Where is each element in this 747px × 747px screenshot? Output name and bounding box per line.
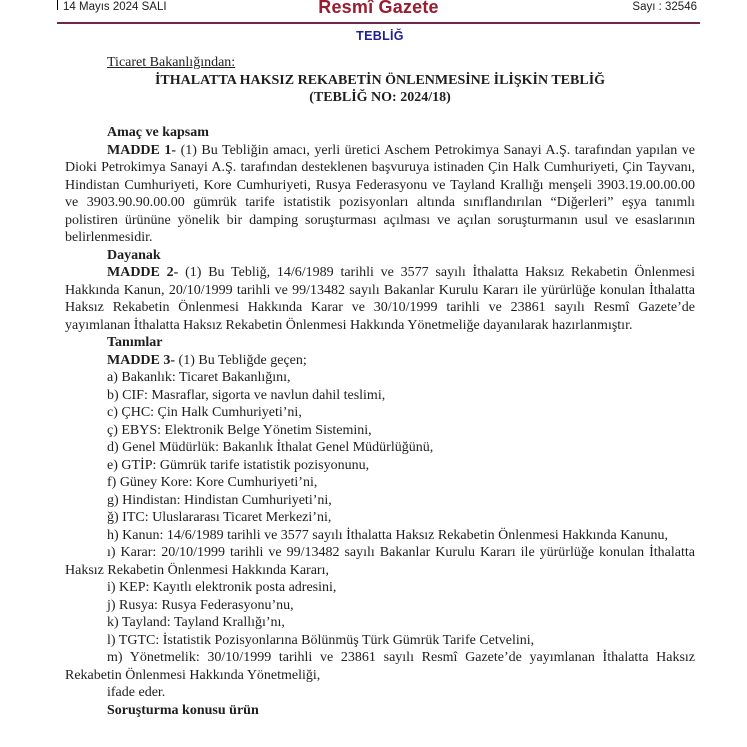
article-paragraph: l) TGTC: İstatistik Pozisyonlarına Bölünmüş Türk Gümrük Tarife Cetvelini, bbox=[107, 632, 535, 648]
article-paragraph: m) Yönetmelik: 30/10/1999 tarihli ve 23861 sayılı Resmî Gazete’de yayımlanan İthalatta Haksız Rekabetin Önlenmesi Hakkında Yönetmeliği, bbox=[65, 650, 695, 683]
article-paragraph: a) Bakanlık: Ticaret Bakanlığını, bbox=[107, 370, 291, 385]
article-paragraph: MADDE 3- (1) Bu Tebliğde geçen; bbox=[107, 352, 307, 368]
article-number: MADDE 2- bbox=[107, 265, 179, 280]
article-heading: Dayanak bbox=[107, 247, 161, 263]
article-paragraph: ç) EBYS: Elektronik Belge Yönetim Sistemini, bbox=[107, 422, 372, 438]
article-number: MADDE 1- bbox=[107, 142, 177, 158]
document-blocks bbox=[65, 124, 695, 719]
article-paragraph: i) KEP: Kayıtlı elektronik posta adresini, bbox=[107, 580, 337, 595]
issuing-authority bbox=[65, 54, 695, 72]
blank-line bbox=[65, 107, 695, 125]
issuing-authority-text: Ticaret Bakanlığından: bbox=[107, 55, 236, 70]
document-title-line2: (TEBLİĞ NO: 2024/18) bbox=[309, 90, 451, 105]
article-heading: Tanımlar bbox=[107, 335, 163, 350]
article-paragraph: MADDE 1- (1) Bu Tebliğin amacı, yerli üretici Aschem Petrokimya Sanayi A.Ş. tarafından yapılan ve Dioki Petrokimya Sanayi A.Ş. tarafından desteklenen başvuruya istinaden Çin Halk Cumhuriyeti, Çin Tayvanı, Hindistan Cumhuriyeti, Kore Cumhuriyeti, Rusya Federasyonu ve Tayland Krallığı menşeli 3903.19.00.00.00 ve 3903.90.90.00.00 gümrük tarife istatistik pozisyonları altında sınıflandırılan “Diğerleri” eşya tanımlı polistiren ürününe yönelik bir damping soruşturması açılması ve açılan soruşturmanın usul ve esaslarının belirlenmesidir. bbox=[65, 142, 695, 245]
document-body bbox=[65, 54, 695, 719]
article-paragraph: ı) Karar: 20/10/1999 tarihli ve 99/13482 sayılı Bakanlar Kurulu Kararı ile yürürlüğe konulan İthalatta Haksız Rekabetin Önlenmesi Hakkında Kararı, bbox=[65, 545, 695, 578]
article-paragraph: h) Kanun: 14/6/1989 tarihli ve 3577 sayılı İthalatta Haksız Rekabetin Önlenmesi Hakkında Kanunu, bbox=[107, 527, 669, 543]
article-paragraph: j) Rusya: Rusya Federasyonu’nu, bbox=[107, 597, 294, 613]
masthead-title: Resmî Gazete bbox=[318, 0, 439, 17]
masthead bbox=[57, 0, 700, 22]
article-paragraph: b) CIF: Masraflar, sigorta ve navlun dahil teslimi, bbox=[107, 387, 386, 403]
masthead-rule bbox=[57, 22, 700, 24]
masthead-issue-number: Sayı : 32546 bbox=[632, 1, 697, 13]
article-paragraph: ğ) ITC: Uluslararası Ticaret Merkezi’ni, bbox=[107, 510, 332, 525]
article-heading: Soruşturma konusu ürün bbox=[107, 702, 259, 718]
article-paragraph: f) Güney Kore: Kore Cumhuriyeti’ni, bbox=[107, 475, 318, 490]
article-paragraph: c) ÇHC: Çin Halk Cumhuriyeti’ni, bbox=[107, 405, 302, 420]
article-paragraph: e) GTİP: Gümrük tarife istatistik pozisyonunu, bbox=[107, 457, 370, 473]
article-paragraph: d) Genel Müdürlük: Bakanlık İthalat Genel Müdürlüğünü, bbox=[107, 440, 434, 455]
section-banner: TEBLİĞ bbox=[356, 29, 404, 43]
article-paragraph: ifade eder. bbox=[107, 685, 166, 700]
article-paragraph: k) Tayland: Tayland Krallığı’nı, bbox=[107, 615, 285, 630]
article-heading: Amaç ve kapsam bbox=[107, 125, 209, 140]
article-number: MADDE 3- bbox=[107, 352, 176, 368]
masthead-date: 14 Mayıs 2024 SALI bbox=[63, 1, 167, 13]
article-paragraph: g) Hindistan: Hindistan Cumhuriyeti’ni, bbox=[107, 492, 332, 508]
article-paragraph: MADDE 2- (1) Bu Tebliğ, 14/6/1989 tarihli ve 3577 sayılı İthalatta Haksız Rekabetin Önlenmesi Hakkında Kanun, 20/10/1999 tarihli ve 99/13482 sayılı Bakanlar Kurulu Kararı ile yürürlüğe konulan İthalatta Haksız Rekabetin Önlenmesi Hakkında Karar ve 30/10/1999 tarihli ve 23861 sayılı Resmî Gazete’de yayımlanan İthalatta Haksız Rekabetin Önlenmesi Hakkında Yönetmeliğe dayanılarak hazırlanmıştır. bbox=[65, 265, 696, 333]
document-title-line1: İTHALATTA HAKSIZ REKABETİN ÖNLENMESİNE İLİŞKİN TEBLİĞ bbox=[154, 72, 606, 88]
